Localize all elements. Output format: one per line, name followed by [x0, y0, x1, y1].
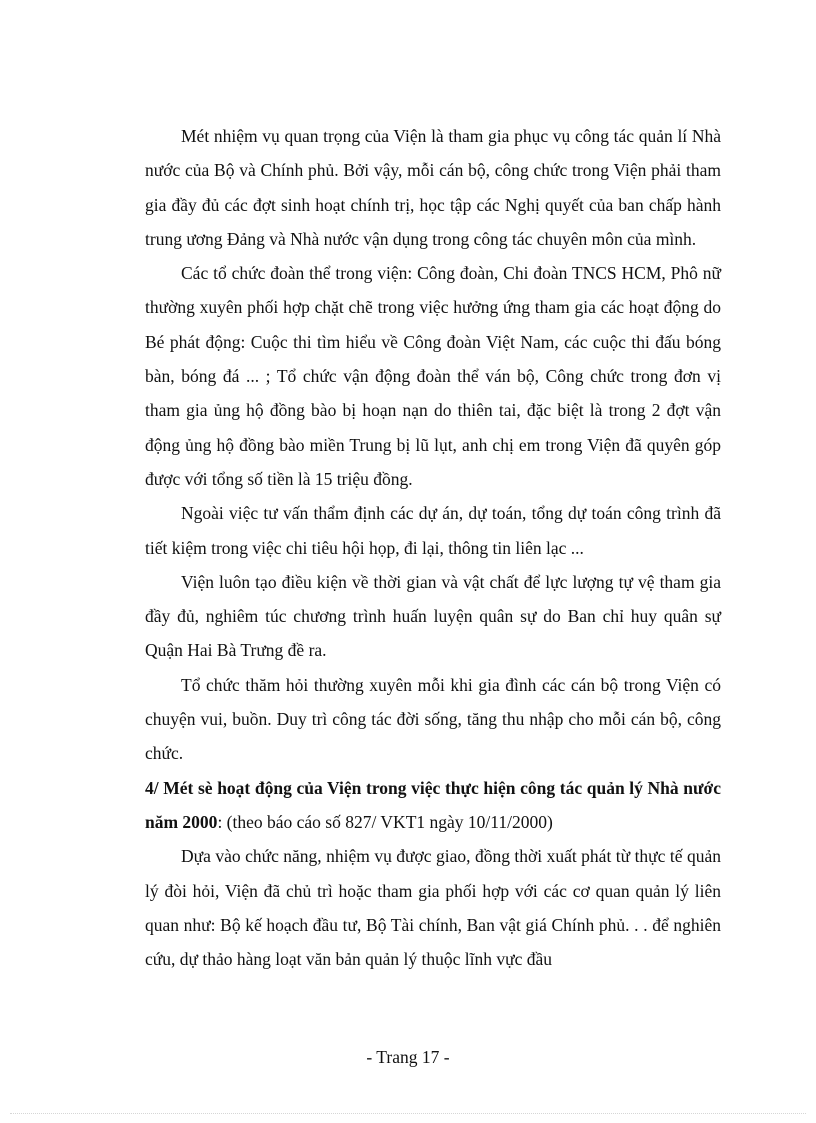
section-heading-note: : (theo báo cáo số 827/ VKT1 ngày 10/11/2000) — [217, 811, 553, 832]
page-content — [145, 119, 721, 976]
paragraph-4: Viện luôn tạo điều kiện về thời gian và vật chất để lực lượng tự vệ tham gia đầy đủ, nghiêm túc chương trình huấn luyện quân sự do Ban chỉ huy quân sự Quận Hai Bà Trưng đề ra. — [145, 571, 721, 661]
paragraph-5: Tổ chức thăm hỏi thường xuyên mỗi khi gia đình các cán bộ trong Viện có chuyện vui, buồn. Duy trì công tác đời sống, tăng thu nhập cho mỗi cán bộ, công chức. — [145, 674, 721, 764]
paragraph-3: Ngoài việc tư vấn thẩm định các dự án, dự toán, tổng dự toán công trình đã tiết kiệm trong việc chi tiêu hội họp, đi lại, thông tin liên lạc ... — [145, 503, 721, 558]
section-heading-title: 4/ Mét sè hoạt động của Viện trong việc thực hiện công tác quản lý Nhà nước năm 2000 — [145, 777, 721, 832]
paragraph-1: Mét nhiệm vụ quan trọng của Viện là tham gia phục vụ công tác quản lí Nhà nước của Bộ và Chính phủ. Bởi vậy, mỗi cán bộ, công chức trong Viện phải tham gia đầy đủ các đợt sinh hoạt chính trị, học tập các Nghị quyết của ban chấp hành trung ương Đảng và Nhà nước vận dụng trong công tác chuyên môn của mình. — [145, 126, 721, 249]
paragraph-2: Các tổ chức đoàn thể trong viện: Công đoàn, Chi đoàn TNCS HCM, Phô nữ thường xuyên phối hợp chặt chẽ trong việc hưởng ứng tham gia các hoạt động do Bé phát động: Cuộc thi tìm hiểu về Công đoàn Việt Nam, các cuộc thi đấu bóng bàn, bóng đá ... ; Tổ chức vận động đoàn thể ván bộ, Công chức trong đơn vị tham gia ủng hộ đồng bào bị hoạn nạn do thiên tai, đặc biệt là trong 2 đợt vận động ủng hộ đồng bào miền Trung bị lũ lụt, anh chị em trong Viện đã quyên góp được với tổng số tiền là 15 triệu đồng. — [145, 263, 721, 489]
page-border — [10, 1113, 806, 1114]
section-heading — [145, 771, 721, 840]
paragraph-6: Dựa vào chức năng, nhiệm vụ được giao, đồng thời xuất phát từ thực tế quản lý đòi hỏi, Viện đã chủ trì hoặc tham gia phối hợp với các cơ quan quản lý liên quan như: Bộ kế hoạch đầu tư, Bộ Tài chính, Ban vật giá Chính phủ. . . để nghiên cứu, dự thảo hàng loạt văn bản quản lý thuộc lĩnh vực đầu — [145, 846, 721, 970]
page-number: - Trang 17 - — [366, 1047, 450, 1067]
